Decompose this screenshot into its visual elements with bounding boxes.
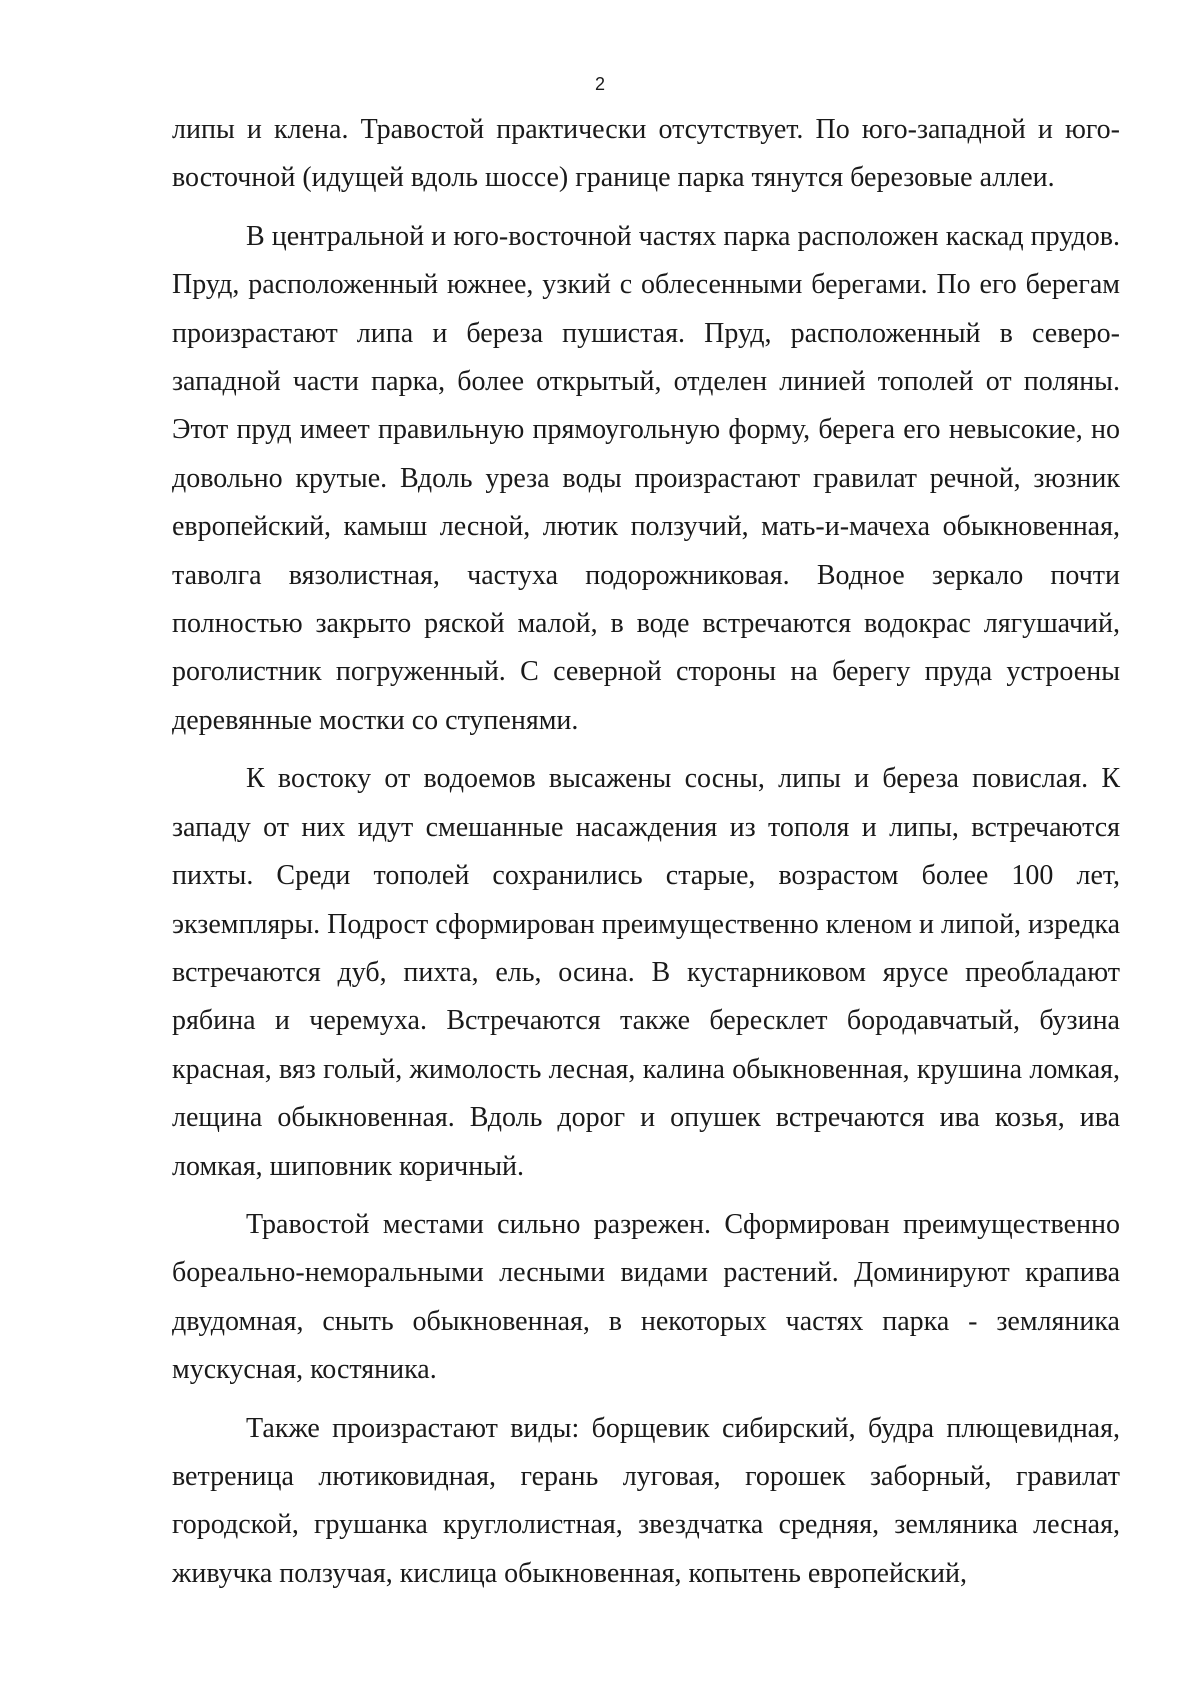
paragraph-5: Также произрастают виды: борщевик сибирский, будра плющевидная, ветреница лютиковидная, герань луговая, горошек заборный, гравилат городской, грушанка круглолистная, звездчатка средняя, земляника лесная, живучка ползучая, кислица обыкновенная, копытень европейский, — [172, 1412, 1120, 1589]
paragraph-3: К востоку от водоемов высажены сосны, липы и береза повислая. К западу от них идут смешанные насаждения из тополя и липы, встречаются пихты. Среди тополей сохранились старые, возрастом более 100 лет, экземпляры. Подрост сформирован преимущественно кленом и липой, изредка встречаются дуб, пихта, ель, осина. В кустарниковом ярусе преобладают рябина и черемуха. Встречаются также бересклет бородавчатый, бузина красная, вяз голый, жимолость лесная, калина обыкновенная, крушина ломкая, лещина обыкновенная. Вдоль дорог и опушек встречаются ива козья, ива ломкая, шиповник коричный. — [172, 763, 1120, 1182]
page-number: 2 — [594, 74, 605, 94]
paragraph-2: В центральной и юго-восточной частях парка расположен каскад прудов. Пруд, расположенный южнее, узкий с облесенными берегами. По его берегам произрастают липа и береза пушистая. Пруд, расположенный в северо-западной части парка, более открытый, отделен линией тополей от поляны. Этот пруд имеет правильную прямоугольную форму, берега его невысокие, но довольно крутые. Вдоль уреза воды произрастают гравилат речной, зюзник европейский, камыш лесной, лютик ползучий, мать-и-мачеха обыкновенная, таволга вязолистная, частуха подорожниковая. Водное зеркало почти полностью закрыто ряской малой, в воде встречаются водокрас лягушачий, роголистник погруженный. С северной стороны на берегу пруда устроены деревянные мостки со ступенями. — [172, 220, 1120, 736]
paragraph-4: Травостой местами сильно разрежен. Сформирован преимущественно бореально-неморальными лесными видами растений. Доминируют крапива двудомная, сныть обыкновенная, в некоторых частях парка - земляника мускусная, костяника. — [172, 1208, 1120, 1386]
body-text — [172, 106, 1120, 1598]
paragraph-1: липы и клена. Травостой практически отсутствует. По юго-западной и юго-восточной (идущей вдоль шоссе) границе парка тянутся березовые аллеи. — [172, 114, 1120, 194]
